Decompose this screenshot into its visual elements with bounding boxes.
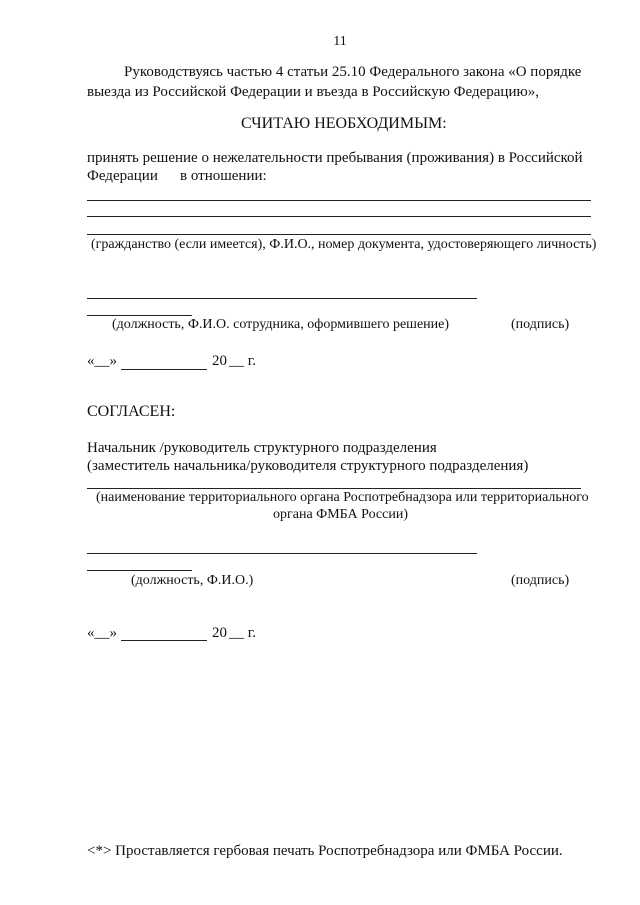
footnote: <*> Проставляется гербовая печать Роспотребнадзора или ФМБА России. bbox=[87, 843, 563, 859]
decision-line-2-b: в отношении: bbox=[180, 168, 267, 184]
page-number: 11 bbox=[333, 34, 347, 49]
blank-line-officer-short bbox=[87, 315, 192, 316]
approver-date-day: «__» bbox=[87, 625, 117, 641]
officer-date-year-prefix: 20 bbox=[212, 353, 227, 369]
org-caption-line-2: органа ФМБА России) bbox=[273, 507, 408, 522]
agreed-line-1: Начальник /руководитель структурного подразделения bbox=[87, 440, 437, 456]
decision-line-2-a: Федерации bbox=[87, 168, 158, 184]
blank-line-approver bbox=[87, 553, 477, 554]
officer-signature-caption: (подпись) bbox=[511, 317, 570, 332]
approver-date-year-prefix: 20 bbox=[212, 625, 227, 641]
blank-line-person-1 bbox=[87, 200, 591, 201]
officer-caption: (должность, Ф.И.О. сотрудника, оформившего решение) bbox=[112, 317, 450, 332]
citizenship-caption: (гражданство (если имеется), Ф.И.О., номер документа, удостоверяющего личность) bbox=[91, 237, 597, 252]
approver-signature-caption: (подпись) bbox=[511, 573, 570, 588]
blank-line-approver-short bbox=[87, 570, 192, 571]
blank-line-org bbox=[87, 488, 581, 489]
intro-line-2: выезда из Российской Федерации и въезда в Российскую Федерацию», bbox=[87, 84, 539, 100]
approver-date-month-line bbox=[121, 640, 207, 641]
agreed-heading: СОГЛАСЕН: bbox=[87, 403, 176, 420]
section-heading: СЧИТАЮ НЕОБХОДИМЫМ: bbox=[241, 115, 447, 132]
intro-line-1: Руководствуясь частью 4 статьи 25.10 Федерального закона «О порядке bbox=[124, 64, 582, 80]
approver-date-year-suffix: __ г. bbox=[229, 625, 256, 641]
officer-date-day: «__» bbox=[87, 353, 117, 369]
officer-date-year-suffix: __ г. bbox=[229, 353, 256, 369]
decision-line-1: принять решение о нежелательности пребывания (проживания) в Российской bbox=[87, 150, 583, 166]
org-caption-line-1: (наименование территориального органа Роспотребнадзора или территориального bbox=[96, 490, 589, 505]
officer-date-month-line bbox=[121, 369, 207, 370]
approver-position-caption: (должность, Ф.И.О.) bbox=[131, 573, 254, 588]
blank-line-officer bbox=[87, 298, 477, 299]
agreed-line-2: (заместитель начальника/руководителя структурного подразделения) bbox=[87, 458, 529, 474]
blank-line-person-2 bbox=[87, 216, 591, 217]
blank-line-person-3 bbox=[87, 234, 591, 235]
